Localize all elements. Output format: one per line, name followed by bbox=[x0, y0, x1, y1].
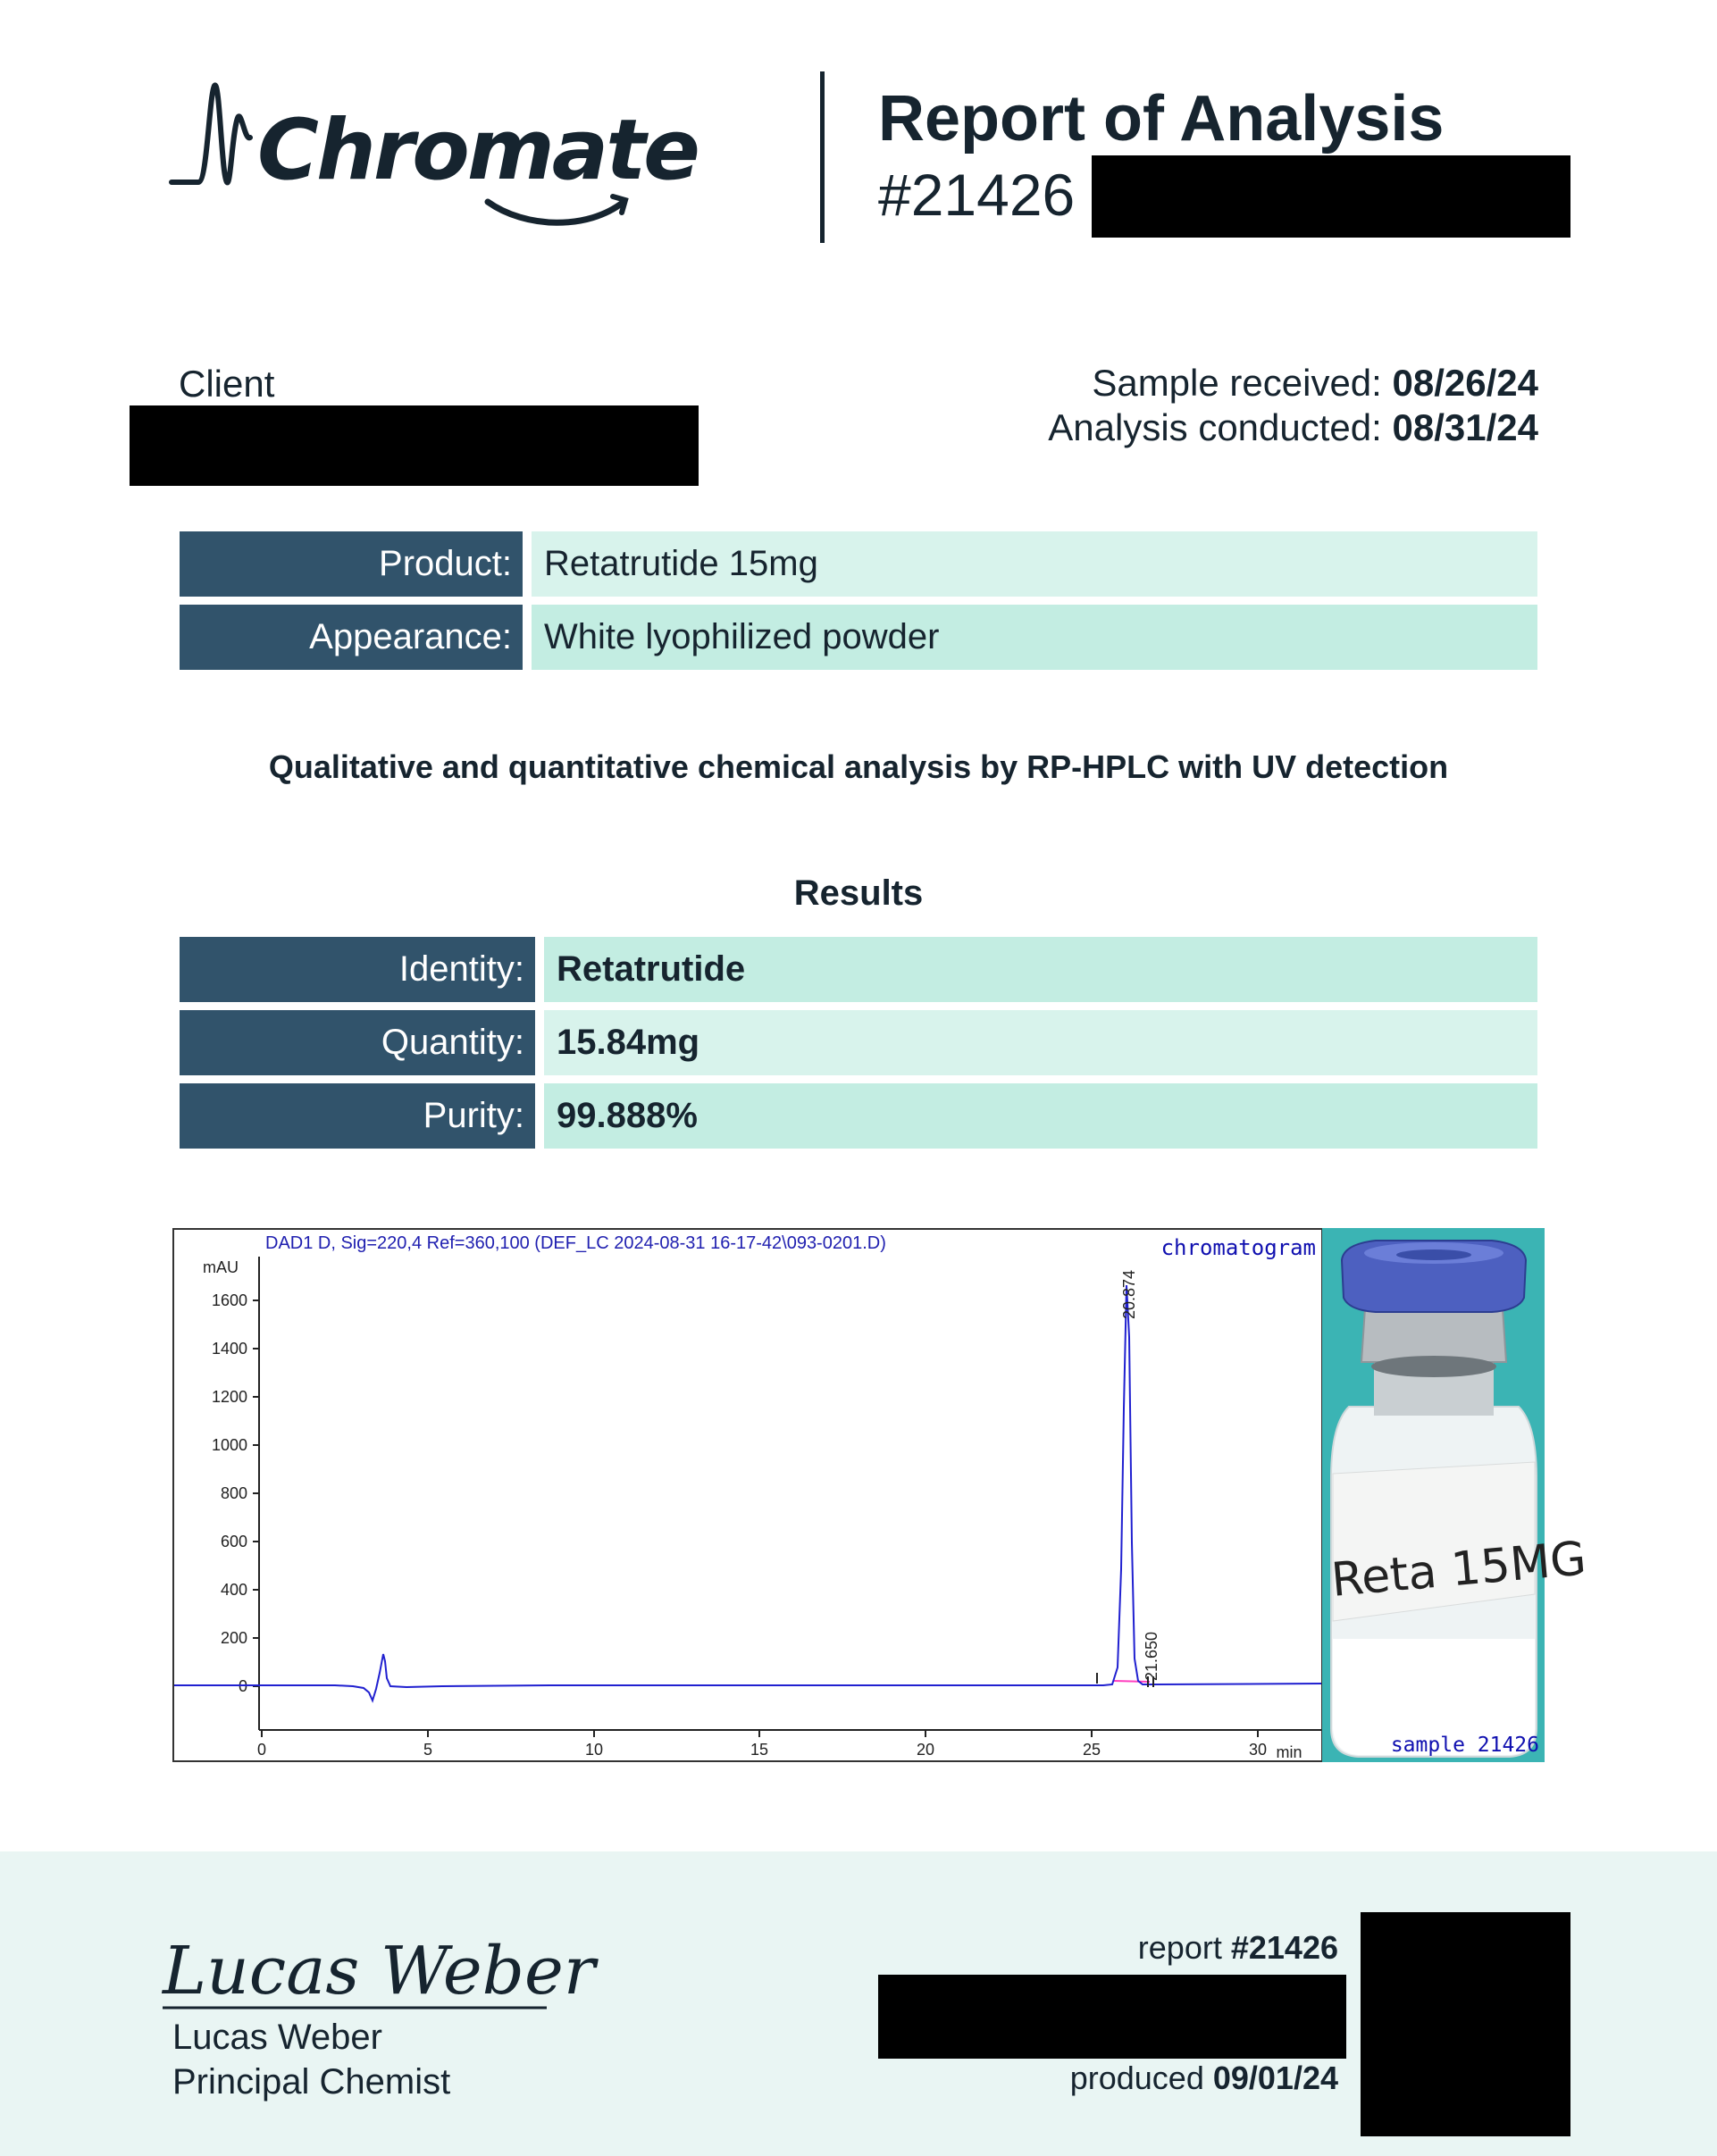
report-title: Report of Analysis bbox=[878, 83, 1445, 155]
client-redaction-bar bbox=[130, 405, 699, 486]
peak-label-minor: 21.650 bbox=[1143, 1631, 1160, 1681]
logo-wordmark: Chromate bbox=[257, 102, 698, 199]
x-tick-label: 10 bbox=[584, 1741, 604, 1759]
y-tick-label: 1200 bbox=[211, 1388, 247, 1406]
vial-crimp bbox=[1361, 1308, 1506, 1362]
y-tick-label: 0 bbox=[238, 1677, 247, 1695]
signature-script: Lucas Weber bbox=[163, 1933, 596, 2010]
signatory-role: Principal Chemist bbox=[172, 2062, 451, 2102]
vial-crimp-shadow bbox=[1371, 1356, 1496, 1377]
purity-value: 99.888% bbox=[544, 1083, 1537, 1149]
vial-illustration bbox=[1322, 1228, 1588, 1762]
chromatogram-plot bbox=[174, 1230, 1321, 1760]
redaction-bar bbox=[1092, 155, 1570, 238]
y-tick-label: 1400 bbox=[211, 1340, 247, 1358]
photo-caption: sample 21426 bbox=[1390, 1734, 1539, 1757]
y-ticks bbox=[212, 1291, 259, 1695]
vial-cap-center bbox=[1396, 1249, 1471, 1260]
appearance-label: Appearance: bbox=[180, 605, 523, 670]
client-label: Client bbox=[179, 363, 275, 405]
signatory-block bbox=[172, 2015, 450, 2104]
report-number: #21426 bbox=[878, 162, 1076, 228]
x-tick-label: 5 bbox=[423, 1741, 433, 1759]
header-divider bbox=[820, 71, 825, 243]
qr-redaction-box bbox=[1361, 1912, 1570, 2136]
chromatogram-panel bbox=[172, 1228, 1323, 1762]
y-tick-label: 1600 bbox=[211, 1291, 247, 1309]
sample-photo bbox=[1322, 1228, 1588, 1762]
chromatogram-caption: chromatogram bbox=[1160, 1235, 1316, 1260]
x-tick-label: 25 bbox=[1082, 1741, 1101, 1759]
product-label: Product: bbox=[180, 531, 523, 597]
y-tick-label: 1000 bbox=[211, 1436, 247, 1454]
footer-redaction-bar bbox=[878, 1975, 1346, 2059]
y-unit-label: mAU bbox=[203, 1258, 239, 1276]
purity-label: Purity: bbox=[180, 1083, 535, 1149]
y-tick-label: 800 bbox=[220, 1484, 247, 1502]
signature-image bbox=[157, 1920, 596, 2018]
footer-report-ref: report #21426 bbox=[1137, 1929, 1338, 1966]
y-tick-label: 400 bbox=[220, 1581, 247, 1599]
x-tick-label: 0 bbox=[256, 1741, 267, 1759]
quantity-row bbox=[180, 1010, 1537, 1075]
chromate-logo bbox=[168, 79, 698, 239]
y-tick-label: 600 bbox=[220, 1533, 247, 1550]
product-value: Retatrutide 15mg bbox=[532, 531, 1537, 597]
x-tick-label: 15 bbox=[750, 1741, 769, 1759]
peak-label-main: 20.874 bbox=[1120, 1269, 1138, 1319]
dates-block bbox=[1048, 361, 1538, 450]
vial-label-text: Reta 15MG bbox=[1328, 1532, 1588, 1608]
analysis-conducted: Analysis conducted: 08/31/24 bbox=[1048, 406, 1538, 448]
results-heading: Results bbox=[793, 873, 924, 913]
quantity-label: Quantity: bbox=[180, 1010, 535, 1075]
footer-produced: produced 09/01/24 bbox=[1069, 2060, 1338, 2096]
signatory-name: Lucas Weber bbox=[172, 2018, 382, 2057]
x-ticks bbox=[257, 1730, 1267, 1759]
method-description: Qualitative and quantitative chemical analysis by RP-HPLC with UV detection bbox=[268, 748, 1449, 785]
identity-label: Identity: bbox=[180, 937, 535, 1002]
chromatogram-header: DAD1 D, Sig=220,4 Ref=360,100 (DEF_LC 2024-08-31 16-17-42\093-0201.D) bbox=[265, 1233, 886, 1253]
x-tick-label: 20 bbox=[916, 1741, 935, 1759]
identity-value: Retatrutide bbox=[544, 937, 1537, 1002]
appearance-value: White lyophilized powder bbox=[532, 605, 1537, 670]
y-tick-label: 200 bbox=[220, 1629, 247, 1647]
sample-received: Sample received: 08/26/24 bbox=[1092, 362, 1538, 404]
product-row bbox=[180, 531, 1537, 597]
identity-row bbox=[180, 937, 1537, 1002]
purity-row bbox=[180, 1083, 1537, 1149]
x-tick-label: 30 bbox=[1248, 1741, 1268, 1759]
quantity-value: 15.84mg bbox=[544, 1010, 1537, 1075]
appearance-row bbox=[180, 605, 1537, 670]
x-unit-label: min bbox=[1276, 1743, 1302, 1761]
